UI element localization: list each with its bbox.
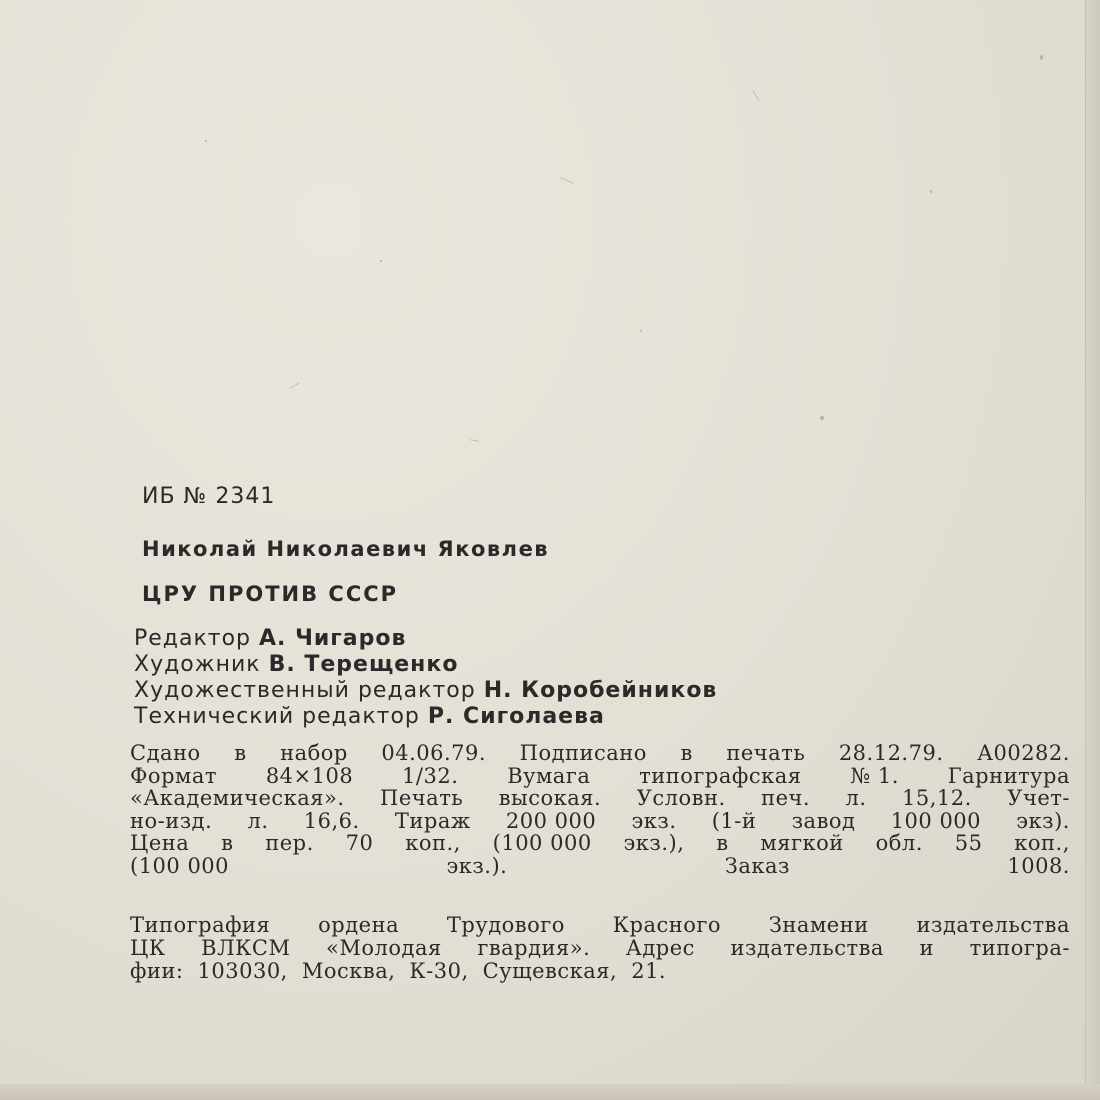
text-word: № 1. <box>850 763 899 788</box>
credit-person: Р. Сиголаева <box>427 704 605 729</box>
text-word: 1/32. <box>402 763 459 788</box>
paper-speck <box>380 260 382 262</box>
text-word: (100 000 <box>130 853 230 878</box>
page-edge-bottom <box>0 1084 1100 1100</box>
text-word: типографская <box>639 763 802 788</box>
text-word: и <box>919 936 935 960</box>
credit-line <box>134 652 717 678</box>
text-line <box>130 937 1070 960</box>
ib-number: ИБ № 2341 <box>142 484 276 509</box>
text-word: Цена <box>130 831 190 855</box>
text-word: Типография <box>130 913 271 937</box>
credit-role: Художник <box>134 652 261 677</box>
text-word: ЦК <box>130 936 166 960</box>
text-word: л. <box>845 786 867 810</box>
printer-block <box>130 914 1070 983</box>
text-word: «Молодая <box>326 936 442 960</box>
credit-person: В. Терещенко <box>268 652 459 677</box>
text-line <box>130 787 1070 810</box>
paper-speck <box>1040 55 1043 60</box>
text-line <box>130 832 1070 855</box>
imprint-block <box>130 742 1070 877</box>
text-word: 15,12. <box>902 786 972 810</box>
text-word: но-изд. <box>130 808 213 833</box>
text-line <box>130 960 1070 983</box>
text-word: Сдано <box>130 741 201 765</box>
text-word: А00282. <box>977 741 1070 765</box>
text-word: Печать <box>380 786 464 810</box>
text-word: 21. <box>631 959 667 983</box>
text-word: экз. <box>631 808 677 833</box>
text-word: 84×108 <box>265 763 354 788</box>
text-word: Знамени <box>768 913 869 937</box>
text-word: 200 000 <box>505 808 597 833</box>
credit-role: Редактор <box>134 626 252 651</box>
text-word: Учет- <box>1007 786 1070 810</box>
author-name: Николай Николаевич Яковлев <box>142 537 550 561</box>
text-word: Красного <box>612 913 722 937</box>
text-word: Гарнитура <box>947 763 1070 788</box>
text-word: экз.), <box>623 831 685 855</box>
text-word: в <box>221 831 234 855</box>
paper-fiber <box>753 90 760 101</box>
text-word: Вумага <box>507 763 591 788</box>
credit-line <box>134 626 717 652</box>
text-word: печ. <box>761 786 811 810</box>
text-word: Подписано <box>519 741 647 765</box>
text-word: коп., <box>405 831 461 855</box>
text-word: л. <box>247 808 269 833</box>
text-word: в <box>716 831 729 855</box>
text-word: 103030, <box>197 959 288 983</box>
text-word: Заказ <box>724 853 790 878</box>
text-word: набор <box>280 741 348 765</box>
paper-speck <box>820 416 824 420</box>
text-word: издательства <box>916 913 1070 937</box>
text-word: мягкой <box>760 831 844 855</box>
text-word: 55 <box>954 831 983 855</box>
text-line <box>130 914 1070 937</box>
text-word: 1008. <box>1007 853 1070 878</box>
text-word: К-30, <box>409 959 469 983</box>
text-word: ВЛКСМ <box>201 936 291 960</box>
credit-role: Технический редактор <box>134 704 420 729</box>
text-word: издательства <box>730 936 884 960</box>
page-edge-right <box>1085 0 1100 1100</box>
text-word: 28.12.79. <box>838 741 944 765</box>
text-word: экз). <box>1016 808 1070 833</box>
text-word: типогра- <box>969 936 1070 960</box>
paper-fiber <box>470 439 479 442</box>
credit-person: Н. Коробейников <box>483 678 718 703</box>
text-word: 100 000 <box>890 808 982 833</box>
credit-role: Художественный редактор <box>134 678 476 703</box>
text-word: гвардия». <box>477 936 591 960</box>
paper-fiber <box>560 177 573 184</box>
text-word: 16,6. <box>303 808 360 833</box>
text-line <box>130 742 1070 765</box>
text-line <box>130 765 1070 788</box>
book-title: ЦРУ ПРОТИВ СССР <box>142 582 399 606</box>
text-word: в <box>234 741 247 765</box>
paper-speck <box>205 140 207 142</box>
text-word: (100 000 <box>492 831 592 855</box>
text-word: фии: <box>130 959 184 983</box>
text-word: Условн. <box>636 786 726 810</box>
text-word: Москва, <box>301 959 396 983</box>
text-word: 70 <box>345 831 374 855</box>
paper-speck <box>930 190 932 193</box>
text-word: Формат <box>130 763 217 788</box>
paper-speck <box>640 330 642 332</box>
text-word: высокая. <box>498 786 602 810</box>
text-word: Адрес <box>625 936 695 960</box>
text-word: Тираж <box>394 808 471 833</box>
credit-line <box>134 678 717 704</box>
text-word: 04.06.79. <box>381 741 487 765</box>
text-word: коп., <box>1014 831 1070 855</box>
text-word: ордена <box>318 913 400 937</box>
text-word: пер. <box>265 831 314 855</box>
text-word: Сущевская, <box>482 959 618 983</box>
text-word: печать <box>726 741 806 765</box>
text-line <box>130 810 1070 833</box>
credit-line <box>134 704 717 730</box>
text-word: экз.). <box>446 853 508 878</box>
text-word: Трудового <box>446 913 565 937</box>
text-word: завод <box>791 808 856 833</box>
text-word: в <box>680 741 693 765</box>
text-word: обл. <box>875 831 923 855</box>
paper-fiber <box>290 383 299 389</box>
credits-block <box>134 626 717 730</box>
credit-person: А. Чигаров <box>259 626 407 651</box>
text-word: «Академическая». <box>130 786 345 810</box>
text-word: (1-й <box>711 808 757 833</box>
text-line <box>130 855 1070 878</box>
